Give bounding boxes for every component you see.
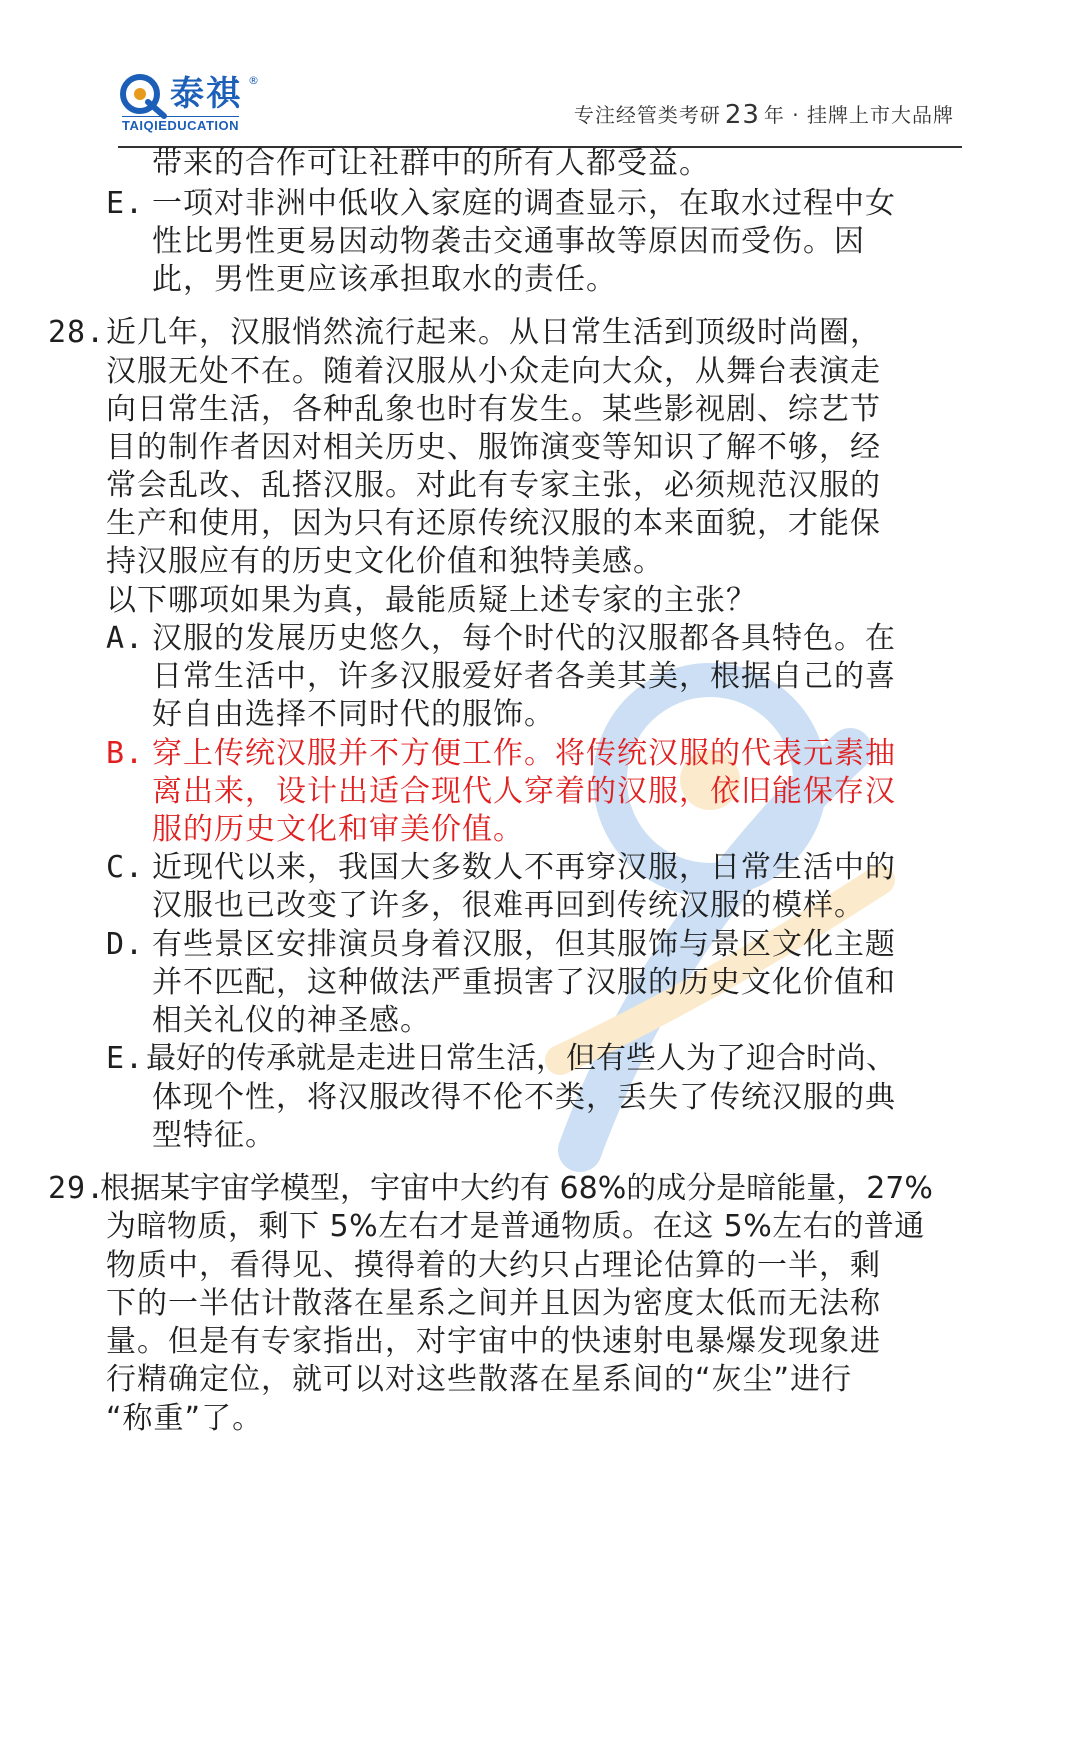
q29-stem-line: 量。但是有专家指出，对宇宙中的快速射电暴爆发现象进 <box>106 1324 881 1359</box>
q27-option-e-line: 性比男性更易因动物袭击交通事故等原因而受伤。因 <box>152 224 865 259</box>
q27-option-e-label: E. <box>106 186 145 221</box>
q28-option-a-line: 日常生活中，许多汉服爱好者各美其美，根据自己的喜 <box>152 659 896 694</box>
q28-option-b-line: 离出来，设计出适合现代人穿着的汉服，依旧能保存汉 <box>152 774 896 809</box>
q28-option-d-label: D. <box>106 927 145 962</box>
q28-stem-line: 目的制作者因对相关历史、服饰演变等知识了解不够，经 <box>106 430 881 465</box>
q29-stem-line: 物质中，看得见、摸得着的大约只占理论估算的一半，剩 <box>106 1248 881 1283</box>
q28-option-a-label: A. <box>106 621 145 656</box>
q28-stem-line: 生产和使用，因为只有还原传统汉服的本来面貌，才能保 <box>106 506 881 541</box>
logo-chinese-text: 泰祺 <box>170 74 242 114</box>
q29-stem-line: 为暗物质，剩下 5%左右才是普通物质。在这 5%左右的普通 <box>106 1209 925 1244</box>
q28-stem-line: 常会乱改、乱搭汉服。对此有专家主张，必须规范汉服的 <box>106 468 881 503</box>
q28-option-a-line: 汉服的发展历史悠久，每个时代的汉服都各具特色。在 <box>152 621 896 656</box>
q28-option-c-line: 汉服也已改变了许多，很难再回到传统汉服的模样。 <box>152 888 865 923</box>
logo-registered-mark: ® <box>248 74 259 87</box>
q28-option-e-line: 型特征。 <box>152 1118 276 1153</box>
tagline-prefix: 专注经管类考研 <box>573 103 721 127</box>
q28-stem-line: 向日常生活，各种乱象也时有发生。某些影视剧、综艺节 <box>106 392 881 427</box>
q28-option-c-label: C. <box>106 850 145 885</box>
q28-option-d-line: 有些景区安排演员身着汉服，但其服饰与景区文化主题 <box>152 927 896 962</box>
header-tagline <box>574 100 954 130</box>
q27-option-e-line: 此，男性更应该承担取水的责任。 <box>152 262 617 297</box>
q28-stem-line: 近几年，汉服悄然流行起来。从日常生活到顶级时尚圈， <box>106 315 881 350</box>
q28-option-a-line: 好自由选择不同时代的服饰。 <box>152 697 555 732</box>
tagline-suffix: 年 · 挂牌上市大品牌 <box>763 103 954 127</box>
q28-option-b-line: 服的历史文化和审美价值。 <box>152 812 524 847</box>
tagline-years: 23 <box>724 100 760 130</box>
q28-option-e-line: 最好的传承就是走进日常生活，但有些人为了迎合时尚、 <box>146 1041 896 1076</box>
q28-stem-line: 持汉服应有的历史文化价值和独特美感。 <box>106 544 664 579</box>
q28-option-e-line: 体现个性，将汉服改得不伦不类，丢失了传统汉服的典 <box>152 1080 896 1115</box>
q29-stem-line: “称重”了。 <box>106 1401 264 1436</box>
q28-option-b-label: B. <box>106 736 145 771</box>
q29-stem-line: 根据某宇宙学模型，宇宙中大约有 68%的成分是暗能量，27% <box>100 1171 933 1206</box>
q27-option-e-line: 一项对非洲中低收入家庭的调查显示，在取水过程中女 <box>152 186 896 221</box>
q28-option-d-line: 相关礼仪的神圣感。 <box>152 1003 431 1038</box>
q29-number: 29. <box>48 1171 106 1206</box>
page-header <box>118 72 962 148</box>
q28-number: 28. <box>48 315 106 350</box>
q29-stem-line: 行精确定位，就可以对这些散落在星系间的“灰尘”进行 <box>106 1362 853 1397</box>
logo-emblem-icon <box>118 72 174 120</box>
q28-question: 以下哪项如果为真，最能质疑上述专家的主张？ <box>106 583 757 618</box>
q28-option-c-line: 近现代以来，我国大多数人不再穿汉服，日常生活中的 <box>152 850 896 885</box>
brand-logo <box>118 72 268 140</box>
q28-option-b-line: 穿上传统汉服并不方便工作。将传统汉服的代表元素抽 <box>152 736 896 771</box>
q29-stem-line: 下的一半估计散落在星系之间并且因为密度太低而无法称 <box>106 1286 881 1321</box>
logo-english-text: TAIQIEDUCATION <box>122 118 240 133</box>
q27-option-d-tail: 带来的合作可让社群中的所有人都受益。 <box>152 146 710 181</box>
q28-option-e-label: E. <box>106 1041 145 1076</box>
q28-option-d-line: 并不匹配，这种做法严重损害了汉服的历史文化价值和 <box>152 965 896 1000</box>
q28-stem-line: 汉服无处不在。随着汉服从小众走向大众，从舞台表演走 <box>106 354 881 389</box>
